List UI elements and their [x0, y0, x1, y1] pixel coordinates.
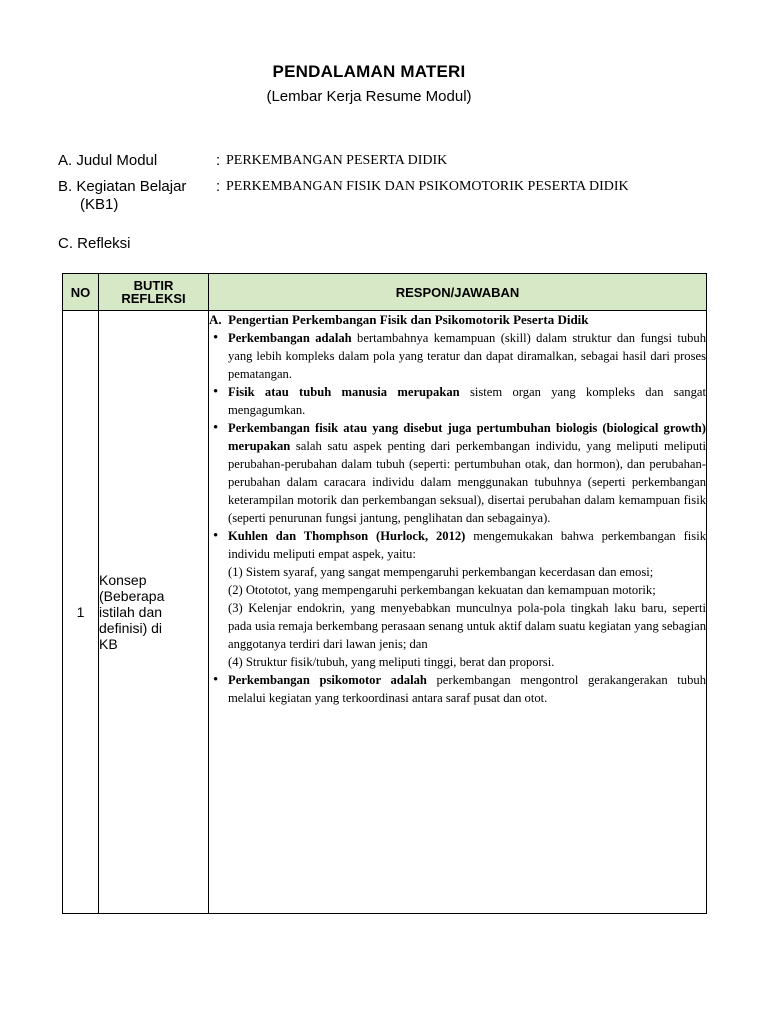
respon-bullet-list: [209, 329, 706, 707]
bullet-term: Perkembangan psikomotor adalah: [228, 673, 427, 687]
kegiatan-belajar-continuation: (KB1): [80, 196, 119, 213]
respon-cell: [209, 311, 707, 914]
aspect-item: (3) Kelenjar endokrin, yang menyebabkan munculnya pola-pola tingkah laku baru, seperti pada usia remaja berkembang perasaan senang untuk aktif dalam suatu kegiatan yang sebagian anggotanya terdiri dari lawan jenis; dan: [228, 601, 706, 651]
aspect-item: (2) Otototot, yang mempengaruhi perkembangan kekuatan dan kemampuan motorik;: [228, 583, 656, 597]
refleksi-heading: C. Refleksi: [58, 235, 131, 252]
header-respon-jawaban: RESPON/JAWABAN: [209, 274, 707, 311]
bullet-text: perkembangan mengontrol gerakangerakan tubuh melalui kegiatan yang terkoordinasi antara saraf pusat dan otot.: [228, 673, 706, 705]
list-item: [209, 383, 706, 419]
bullet-text: mengemukakan bahwa perkembangan fisik individu meliputi empat aspek, yaitu:: [228, 529, 706, 561]
bullet-term: Fisik atau tubuh manusia merupakan: [228, 385, 460, 399]
judul-modul-separator: :: [216, 152, 221, 169]
butir-line: Konsep: [99, 572, 147, 588]
bullet-term: Perkembangan adalah: [228, 331, 352, 345]
header-butir-line2: REFLEKSI: [121, 291, 186, 306]
header-butir-line1: BUTIR: [133, 278, 174, 293]
row-number: 1: [63, 311, 99, 914]
kegiatan-belajar-label: B. Kegiatan Belajar: [58, 178, 187, 195]
aspect-item: (1) Sistem syaraf, yang sangat mempengaruhi perkembangan kecerdasan dan emosi;: [228, 565, 654, 579]
bullet-text: sistem organ yang kompleks dan sangat mengagumkan.: [228, 385, 706, 417]
judul-modul-value: PERKEMBANGAN PESERTA DIDIK: [226, 153, 448, 168]
butir-line: istilah dan: [99, 604, 163, 620]
list-item: [209, 329, 706, 383]
butir-refleksi-cell: [99, 311, 209, 914]
butir-line: definisi) di: [99, 620, 163, 636]
list-item: [209, 671, 706, 707]
list-item: [209, 527, 706, 671]
butir-line: (Beberapa: [99, 588, 165, 604]
bullet-text: bertambahnya kemampuan (skill) dalam struktur dan fungsi tubuh yang lebih kompleks dalam pola yang teratur dan dapat diramalkan, sebagai hasil dari proses pematangan.: [228, 331, 707, 381]
bullet-term: Kuhlen dan Thomphson (Hurlock, 2012): [228, 529, 466, 543]
refleksi-table: [62, 273, 707, 914]
page-subtitle: (Lembar Kerja Resume Modul): [266, 88, 472, 105]
table-row: [63, 311, 707, 914]
header-no: NO: [63, 274, 99, 311]
header-butir-refleksi: [99, 274, 209, 311]
respon-heading: A. Pengertian Perkembangan Fisik dan Psikomotorik Peserta Didik: [209, 312, 589, 327]
butir-line: KB: [99, 636, 118, 652]
kegiatan-belajar-value: PERKEMBANGAN FISIK DAN PSIKOMOTORIK PESERTA DIDIK: [226, 179, 629, 194]
kegiatan-belajar-separator: :: [216, 178, 221, 195]
page-title: PENDALAMAN MATERI: [272, 62, 466, 81]
list-item: [209, 419, 706, 527]
bullet-text: salah satu aspek penting dari perkembangan individu, yang meliputi meliputi perubahan-perubahan dalam tubuh (seperti: pertumbuhan otak, dan hormon), dan perubahan-perubahan dalam caracara individu dalam menggunakan tubuhnya (seperti perkembangan keterampilan motorik dan perkembangan seksual), disertai perubahan dalam kemampuan fisik (seperti penurunan fungsi jantung, penglihatan dan sebagainya).: [228, 439, 706, 525]
bullet-term: Perkembangan fisik atau yang disebut juga pertumbuhan biologis (biological growth) merupakan: [228, 421, 706, 453]
aspect-item: (4) Struktur fisik/tubuh, yang meliputi tinggi, berat dan proporsi.: [228, 655, 555, 669]
judul-modul-label: A. Judul Modul: [58, 152, 158, 169]
table-header-row: [63, 274, 707, 311]
